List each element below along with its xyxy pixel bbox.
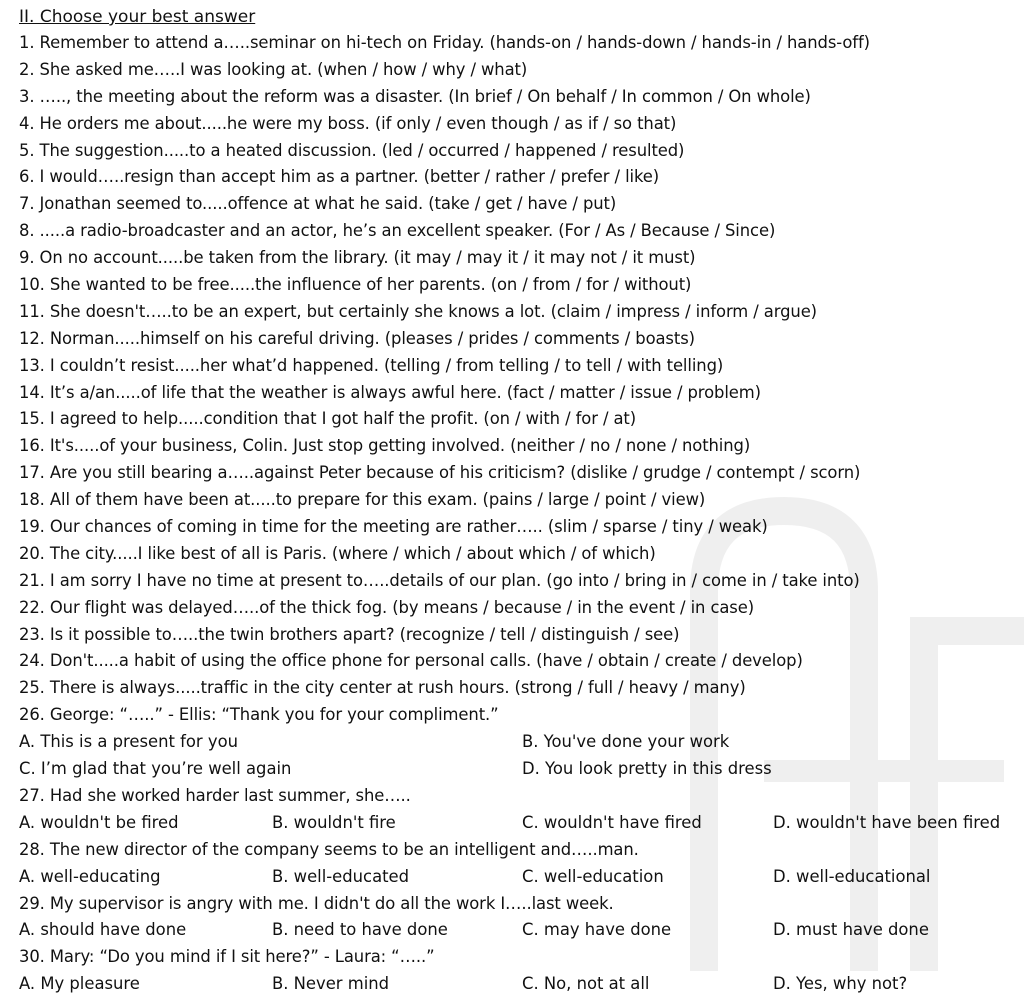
question-28: 28. The new director of the company seems to be an intelligent and…..man. (19, 839, 639, 859)
q26-option-b: B. You've done your work (522, 732, 730, 752)
q30-option-a: A. My pleasure (19, 974, 140, 994)
question-28-block (19, 837, 1024, 891)
question-21: 21. I am sorry I have no time at present to…..details of our plan. (go into / bring in / come in / take into) (19, 570, 860, 590)
question-30: 30. Mary: “Do you mind if I sit here?” - Laura: “…..” (19, 947, 435, 967)
question-19: 19. Our chances of coming in time for the meeting are rather….. (slim / sparse / tiny / weak) (19, 517, 768, 537)
q27-option-a: A. wouldn't be fired (19, 812, 179, 832)
question-29: 29. My supervisor is angry with me. I didn't do all the work I…..last week. (19, 893, 614, 913)
question-list (19, 30, 1024, 702)
question-24: 24. Don't.....a habit of using the office phone for personal calls. (have / obtain / create / develop) (19, 651, 803, 671)
q28-option-c: C. well-education (522, 866, 664, 886)
question-10: 10. She wanted to be free.....the influence of her parents. (on / from / for / without) (19, 275, 692, 295)
question-5: 5. The suggestion.....to a heated discussion. (led / occurred / happened / resulted) (19, 140, 685, 160)
q27-option-c: C. wouldn't have fired (522, 812, 702, 832)
question-14: 14. It’s a/an.....of life that the weather is always awful here. (fact / matter / issue / problem) (19, 382, 761, 402)
question-30-options (19, 971, 1024, 998)
question-22: 22. Our flight was delayed…..of the thick fog. (by means / because / in the event / in case) (19, 597, 755, 617)
question-23: 23. Is it possible to…..the twin brothers apart? (recognize / tell / distinguish / see) (19, 624, 680, 644)
section-heading: II. Choose your best answer (19, 7, 256, 27)
q30-option-d: D. Yes, why not? (773, 974, 908, 994)
question-3: 3. ….., the meeting about the reform was a disaster. (In brief / On behalf / In common / On whole) (19, 86, 811, 106)
q26-option-c: C. I’m glad that you’re well again (19, 759, 292, 779)
question-11: 11. She doesn't…..to be an expert, but certainly she knows a lot. (claim / impress / inform / argue) (19, 301, 817, 321)
question-13: 13. I couldn’t resist.....her what’d happened. (telling / from telling / to tell / with telling) (19, 355, 724, 375)
question-26-options-row-2 (19, 756, 1024, 783)
q29-option-a: A. should have done (19, 920, 187, 940)
question-27: 27. Had she worked harder last summer, she….. (19, 785, 411, 805)
q28-option-d: D. well-educational (773, 866, 931, 886)
q28-option-b: B. well-educated (272, 866, 410, 886)
question-1: 1. Remember to attend a…..seminar on hi-tech on Friday. (hands-on / hands-down / hands-in / hands-off) (19, 33, 870, 52)
question-7: 7. Jonathan seemed to.....offence at what he said. (take / get / have / put) (19, 194, 617, 214)
question-8: 8. .....a radio-broadcaster and an actor, he’s an excellent speaker. (For / As / Because / Since) (19, 221, 776, 241)
q27-option-b: B. wouldn't fire (272, 812, 396, 832)
question-17: 17. Are you still bearing a…..against Peter because of his criticism? (dislike / grudge / contempt / scorn) (19, 463, 861, 483)
question-6: 6. I would…..resign than accept him as a partner. (better / rather / prefer / like) (19, 167, 660, 187)
q30-option-c: C. No, not at all (522, 974, 650, 994)
q28-option-a: A. well-educating (19, 866, 161, 886)
question-30-block (19, 944, 1024, 998)
question-15: 15. I agreed to help.....condition that I got half the profit. (on / with / for / at) (19, 409, 637, 429)
question-18: 18. All of them have been at.....to prepare for this exam. (pains / large / point / view) (19, 490, 706, 510)
q26-option-a: A. This is a present for you (19, 732, 238, 752)
question-29-block (19, 891, 1024, 945)
question-9: 9. On no account.....be taken from the library. (it may / may it / it may not / it must) (19, 248, 696, 268)
q26-option-d: D. You look pretty in this dress (522, 759, 772, 779)
question-26: 26. George: “…..” - Ellis: “Thank you for your compliment.” (19, 705, 499, 725)
question-26-options-row-1 (19, 729, 1024, 756)
question-27-block (19, 783, 1024, 837)
q27-option-d: D. wouldn't have been fired (773, 812, 1001, 832)
question-12: 12. Norman.....himself on his careful driving. (pleases / prides / comments / boasts) (19, 328, 695, 348)
question-20: 20. The city.....I like best of all is Paris. (where / which / about which / of which) (19, 543, 656, 563)
question-4: 4. He orders me about.....he were my boss. (if only / even though / as if / so that) (19, 113, 677, 133)
question-26-block (19, 702, 1024, 783)
q30-option-b: B. Never mind (272, 974, 390, 994)
q29-option-c: C. may have done (522, 920, 672, 940)
q29-option-b: B. need to have done (272, 920, 448, 940)
question-2: 2. She asked me…..I was looking at. (when / how / why / what) (19, 59, 528, 79)
q29-option-d: D. must have done (773, 920, 929, 940)
question-29-options (19, 917, 1024, 944)
question-27-options (19, 810, 1024, 837)
question-28-options (19, 864, 1024, 891)
question-25: 25. There is always.....traffic in the city center at rush hours. (strong / full / heavy / many) (19, 678, 746, 698)
question-16: 16. It's.....of your business, Colin. Just stop getting involved. (neither / no / none / nothing) (19, 436, 751, 456)
